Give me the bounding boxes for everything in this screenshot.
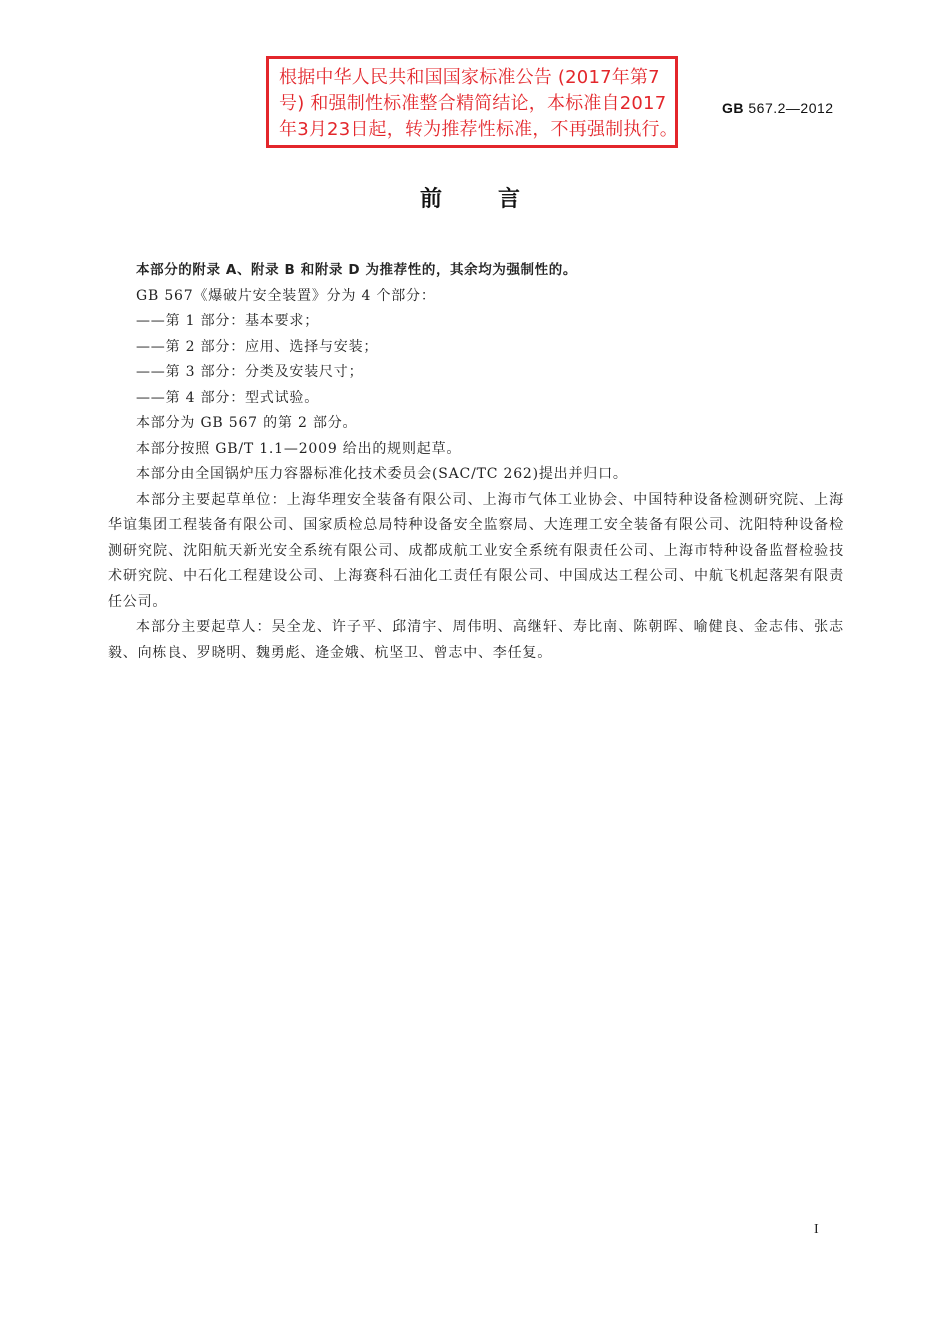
proposer: 本部分由全国锅炉压力容器标准化技术委员会(SAC/TC 262)提出并归口。 [136,466,628,482]
notice-line-2: 号) 和强制性标准整合精简结论，本标准自2017 [279,93,667,114]
part-4-item: ——第 4 部分：型式试验。 [136,389,320,406]
notice-line-3: 年3月23日起，转为推荐性标准，不再强制执行。 [279,119,678,140]
drafters: 本部分主要起草人：吴全龙、许子平、邱清宇、周伟明、高继轩、寿比南、陈朝晖、喻健良、金志伟、张志毅、向栋良、罗晓明、魏勇彪、逄金娥、杭坚卫、曾志中、李任复。 [108,619,844,661]
standard-status-notice [266,56,678,148]
notice-line-1: 根据中华人民共和国国家标准公告 (2017年第7 [279,67,660,88]
standard-prefix: GB [722,100,744,116]
drafting-rules: 本部分按照 GB/T 1.1—2009 给出的规则起草。 [136,440,462,457]
part-2-item: ——第 2 部分：应用、选择与安装； [136,338,379,355]
parts-intro: GB 567《爆破片安全装置》分为 4 个部分： [136,287,436,304]
part-3-item: ——第 3 部分：分类及安装尺寸； [136,364,364,380]
drafting-units: 本部分主要起草单位：上海华理安全装备有限公司、上海市气体工业协会、中国特种设备检测研究院、上海华谊集团工程装备有限公司、国家质检总局特种设备安全监察局、大连理工安全装备有限公司、沈阳特种设备检测研究院、沈阳航天新光安全系统有限公司、成都成航工业安全系统有限责任公司、上海市特种设备监督检验技术研究院、中石化工程建设公司、上海赛科石油化工责任有限公司、中国成达工程公司、中航飞机起落架有限责任公司。 [108,491,844,610]
standard-number [722,100,834,116]
standard-code: 567.2—2012 [748,100,834,116]
page-title: 前言 [420,187,577,212]
appendix-note: 本部分的附录 A、附录 B 和附录 D 为推荐性的，其余均为强制性的。 [136,262,577,278]
part-statement: 本部分为 GB 567 的第 2 部分。 [136,415,358,431]
foreword-body [108,258,844,666]
part-1-item: ——第 1 部分：基本要求； [136,313,320,329]
page-number: I [814,1222,819,1237]
